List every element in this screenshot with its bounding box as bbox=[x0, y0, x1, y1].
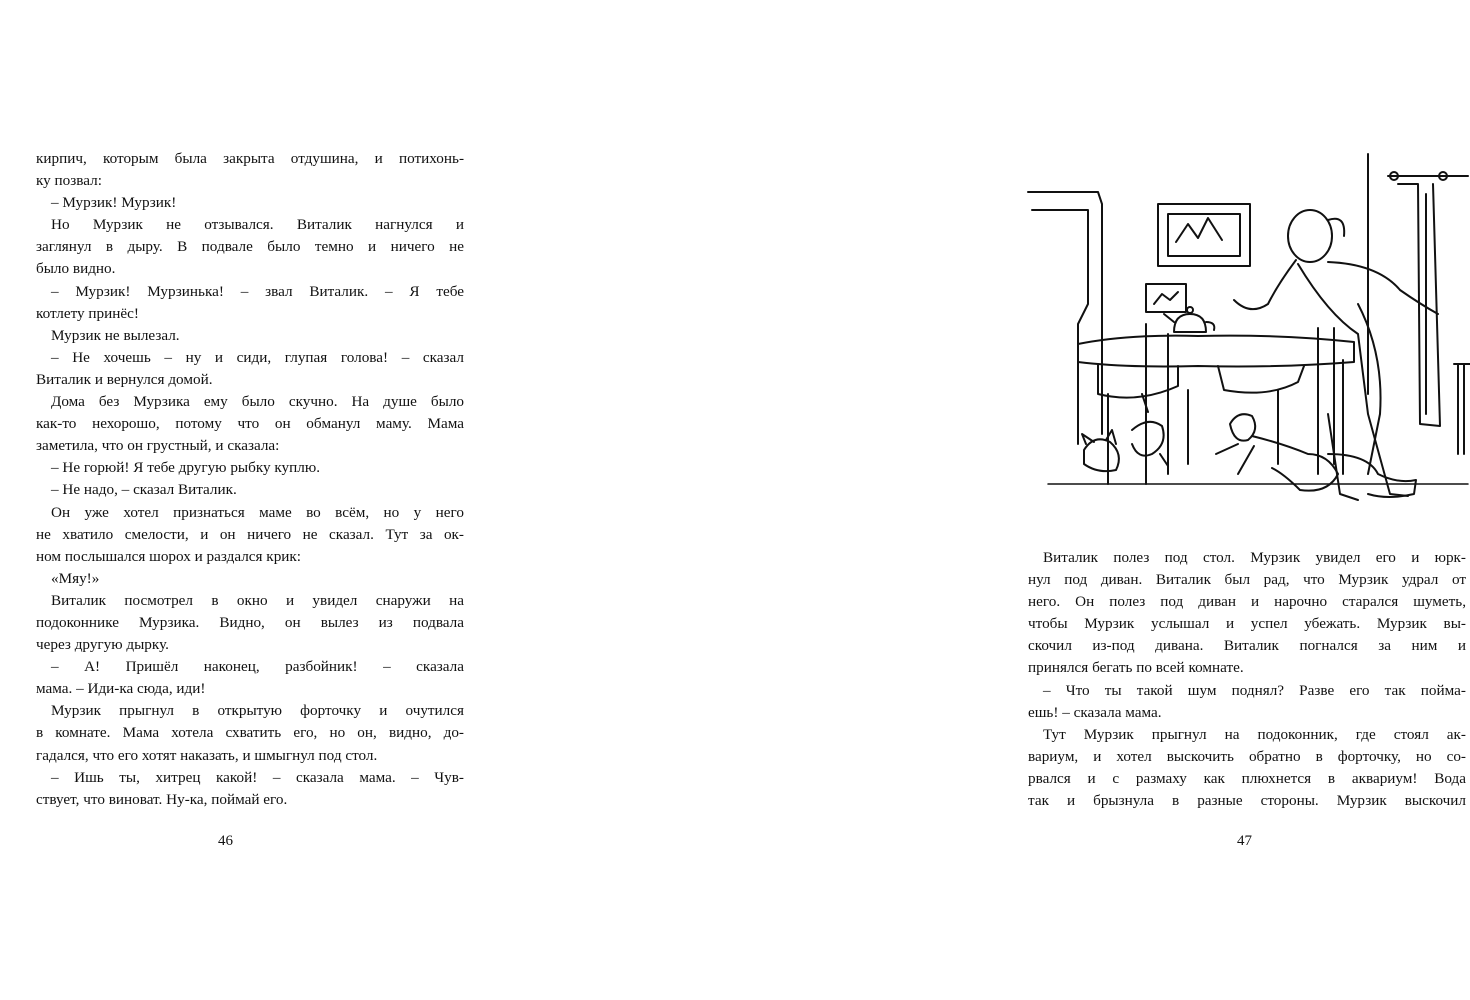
text-line: как-то нехорошо, потому что он обманул маму. Мама bbox=[36, 415, 464, 433]
text-line: нул под диван. Виталик был рад, что Мурзик удрал от bbox=[1028, 571, 1466, 589]
left-page-text bbox=[36, 148, 464, 811]
text-line: кирпич, которым была закрыта отдушина, и потихонь- bbox=[36, 150, 464, 167]
text-line: рвался и с размаху как плюхнется в аквариум! Вода bbox=[1028, 769, 1466, 787]
text-line: – Не горюй! Я тебе другую рыбку куплю. bbox=[51, 459, 320, 477]
text-line: Но Мурзик не отзывался. Виталик нагнулся и bbox=[51, 216, 464, 234]
curtain bbox=[1398, 184, 1440, 426]
text-line: мама. – Иди-ка сюда, иди! bbox=[36, 680, 206, 698]
boy-body bbox=[1252, 436, 1338, 491]
mother-head bbox=[1288, 210, 1332, 262]
text-line: скочил из-под дивана. Виталик погнался за ним и bbox=[1028, 637, 1466, 655]
text-line: «Мяу!» bbox=[51, 569, 100, 587]
right-page-text bbox=[1028, 547, 1466, 812]
text-line: – Не надо, – сказал Виталик. bbox=[51, 481, 237, 499]
text-line: ку позвал: bbox=[36, 172, 102, 190]
right-page bbox=[500, 0, 1466, 1000]
left-doorframe bbox=[1028, 192, 1102, 434]
text-line: ствует, что виноват. Ну-ка, поймай его. bbox=[36, 790, 288, 808]
text-line: заглянул в дыру. В подвале было темно и ничего не bbox=[36, 238, 464, 256]
text-line: в комнате. Мама хотела схватить его, но он, видно, до- bbox=[36, 724, 464, 742]
text-line: гадался, что его хотят наказать, и шмыгнул под стол. bbox=[36, 746, 378, 764]
text-line: Виталик посмотрел в окно и увидел снаружи на bbox=[51, 591, 464, 609]
text-line: чтобы Мурзик услышал и успел убежать. Мурзик вы- bbox=[1028, 615, 1466, 633]
text-line: – Не хочешь – ну и сиди, глупая голова! – сказал bbox=[51, 348, 464, 366]
left-page bbox=[0, 0, 500, 1000]
right-page-number: 47 bbox=[1237, 833, 1252, 849]
illustration-mother-boy-cat bbox=[1028, 154, 1470, 522]
text-line: было видно. bbox=[36, 260, 116, 278]
text-line: Виталик полез под стол. Мурзик увидел его и юрк- bbox=[1043, 549, 1466, 566]
text-line: вариум, и хотел выскочить обратно в форточку, но со- bbox=[1028, 747, 1466, 765]
text-line: не хватило смелости, и он ничего не сказал. Тут за ок- bbox=[36, 525, 464, 543]
text-line: через другую дырку. bbox=[36, 636, 169, 654]
teapot bbox=[1174, 314, 1206, 332]
mother-arm bbox=[1234, 260, 1296, 309]
text-line: него. Он полез под диван и нарочно старался шуметь, bbox=[1028, 593, 1466, 611]
text-line: котлету принёс! bbox=[36, 304, 139, 322]
text-line: заметила, что он грустный, и сказала: bbox=[36, 437, 280, 455]
text-line: Дома без Мурзика ему было скучно. На душе было bbox=[51, 393, 464, 411]
text-line: принялся бегать по всей комнате. bbox=[1028, 659, 1244, 677]
text-line: подоконнике Мурзика. Видно, он вылез из подвала bbox=[36, 613, 464, 631]
text-line: так и брызнула в разные стороны. Мурзик выскочил bbox=[1028, 792, 1466, 810]
text-line: Виталик и вернулся домой. bbox=[36, 370, 213, 388]
text-line: Он уже хотел признаться маме во всём, но у него bbox=[51, 503, 464, 521]
text-line: Тут Мурзик прыгнул на подоконник, где стоял ак- bbox=[1043, 725, 1466, 743]
cat bbox=[1084, 439, 1119, 471]
text-line: Мурзик прыгнул в открытую форточку и очутился bbox=[51, 702, 464, 720]
mother-dress bbox=[1298, 264, 1408, 496]
text-line: – А! Пришёл наконец, разбойник! – сказала bbox=[51, 658, 464, 676]
left-page-number: 46 bbox=[218, 833, 233, 849]
table-cloth bbox=[1078, 336, 1354, 367]
text-line: ном послышался шорох и раздался крик: bbox=[36, 547, 302, 565]
text-line: – Мурзик! Мурзинька! – звал Виталик. – Я тебе bbox=[51, 282, 464, 300]
text-line: Мурзик не вылезал. bbox=[51, 326, 180, 344]
text-line: – Ишь ты, хитрец какой! – сказала мама. – Чув- bbox=[51, 768, 464, 786]
text-line: – Что ты такой шум поднял? Разве его так поймa- bbox=[1043, 681, 1466, 699]
text-line: ешь! – сказала мама. bbox=[1028, 703, 1162, 721]
dog bbox=[1132, 422, 1164, 456]
text-line: – Мурзик! Мурзик! bbox=[51, 194, 177, 212]
